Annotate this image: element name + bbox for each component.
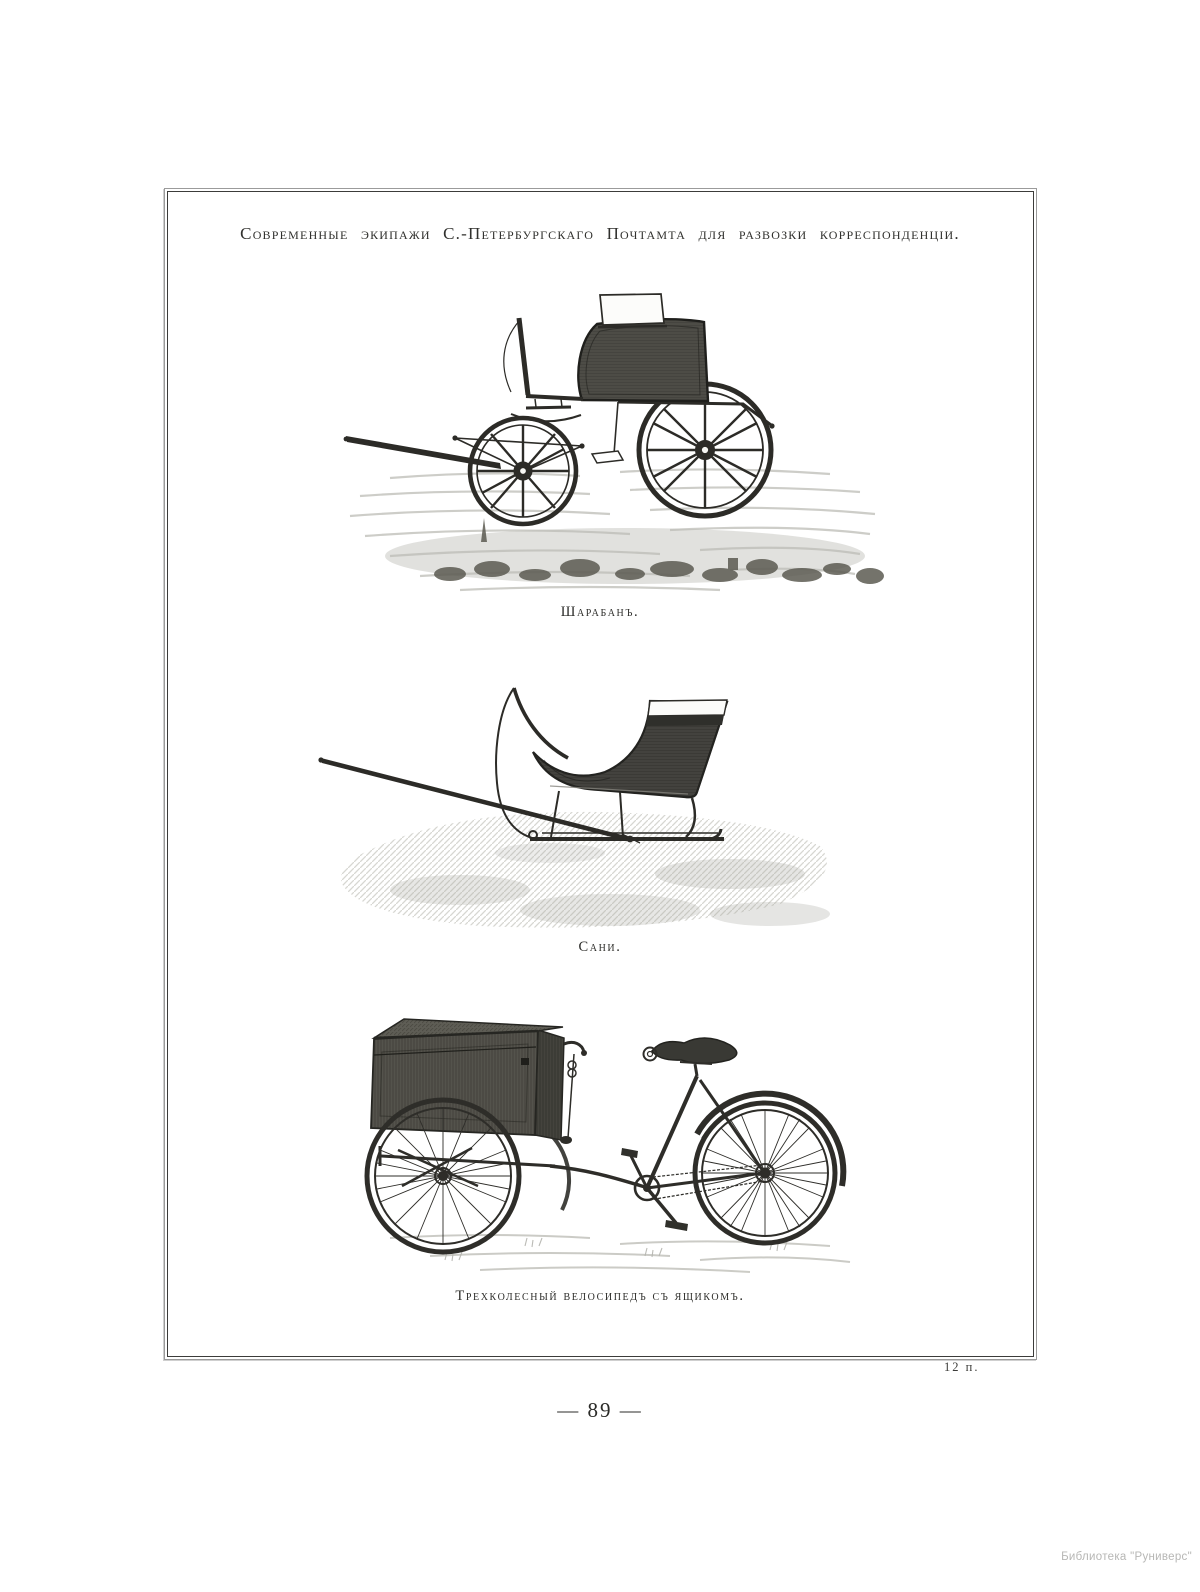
signature-mark: 12 п. xyxy=(944,1360,980,1374)
backrest-rail xyxy=(646,715,724,726)
cargo-box xyxy=(371,1019,564,1140)
front-wheel xyxy=(367,1100,519,1252)
carriage-step xyxy=(592,402,623,463)
sleigh-illustration xyxy=(300,658,860,940)
backrest-top-band xyxy=(648,700,727,716)
page-title: Современные экипажи С.-Петербургскаго Почтамта для развозки корреспонденціи. xyxy=(240,224,960,243)
rear-wheel xyxy=(695,1094,843,1243)
caption-charabanc: Шарабанъ. xyxy=(560,604,640,620)
caption-sleigh: Сани. xyxy=(578,939,622,955)
seat-back xyxy=(598,294,667,327)
bicycle-frame xyxy=(550,1064,763,1188)
charabanc-illustration xyxy=(330,278,890,600)
library-watermark: Библиотека "Руниверс" xyxy=(1061,1551,1192,1563)
caption-tricycle: Трехколесный велосипедъ съ ящикомъ. xyxy=(455,1288,745,1304)
undercarriage-springs xyxy=(511,396,583,421)
carriage-body xyxy=(578,319,708,401)
tricycle-illustration xyxy=(350,988,870,1282)
saddle xyxy=(644,1038,737,1064)
dashboard-post xyxy=(504,318,528,395)
page-number: — 89 — xyxy=(557,1398,643,1422)
front-wheel xyxy=(470,418,576,524)
crankset xyxy=(621,1148,688,1231)
sleigh-body xyxy=(533,700,727,797)
